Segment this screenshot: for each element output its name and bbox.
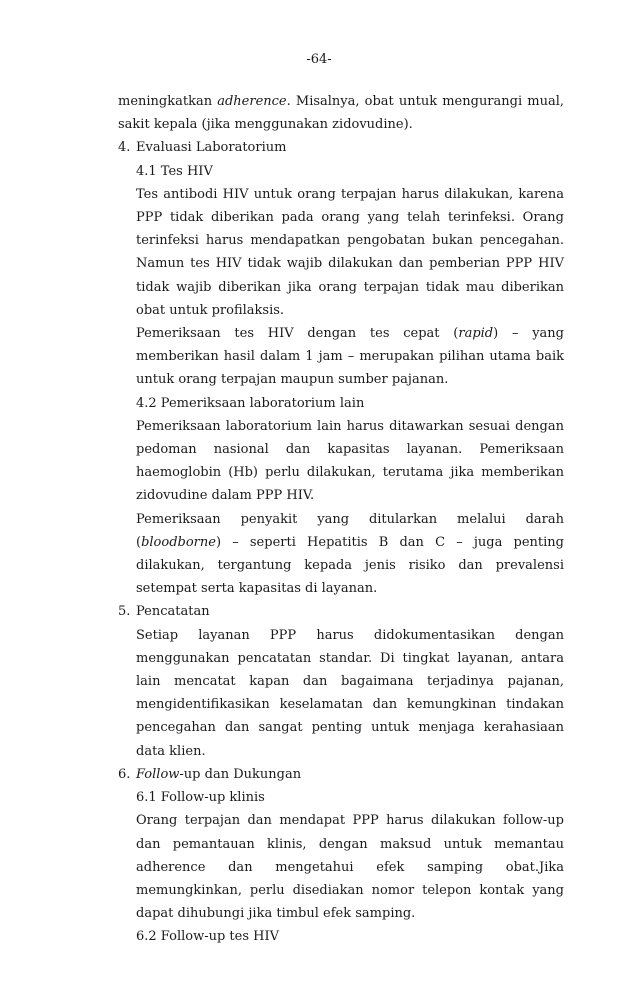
text-b: ) – yang memberikan hasil dalam 1 jam – merupakan pilihan utama baik untuk orang terpajan maupun sumber pajanan. xyxy=(136,326,564,388)
emphasis: rapid xyxy=(458,326,494,342)
subsection-4-2-paragraph-1: Pemeriksaan laboratorium lain harus ditawarkan sesuai dengan pedoman nasional dan kapasitas layanan. Pemeriksaan haemoglobin (Hb) perlu dilakukan, terutama jika memberikan zidovudine dalam PPP HIV. xyxy=(136,418,564,504)
subsection-4-1-heading: 4.1 Tes HIV xyxy=(136,163,213,179)
section-5-heading xyxy=(118,600,564,623)
intro-text-a: meningkatkan xyxy=(118,94,218,109)
section-4-title: Evaluasi Laboratorium xyxy=(136,140,287,156)
subsection-6-2-heading: 6.2 Follow-up tes HIV xyxy=(136,929,280,945)
section-6-title-emphasis: Follow xyxy=(136,766,180,782)
text-a: Pemeriksaan penyakit yang ditularkan melalui darah ( xyxy=(136,511,564,550)
subsection-4-1-paragraph-2 xyxy=(136,322,564,392)
section-5-paragraph: Setiap layanan PPP harus didokumentasikan dengan menggunakan pencatatan standar. Di tingkat layanan, antara lain mencatat kapan dan bagaimana terjadinya pajanan, mengidentifikasikan keselamatan dan kemungkinan tindakan pencegahan dan sangat penting untuk menjaga kerahasiaan data klien. xyxy=(136,627,564,759)
section-6-title: -up dan Dukungan xyxy=(179,766,302,782)
emphasis: bloodborne xyxy=(141,534,216,550)
section-6-heading xyxy=(118,763,564,786)
subsection-6-1-heading: 6.1 Follow-up klinis xyxy=(136,790,265,806)
page-body xyxy=(118,90,564,949)
intro-text-b: . Misalnya, obat untuk mengurangi mual, sakit kepala (jika menggunakan zidovudine). xyxy=(118,94,564,133)
section-4-number: 4. xyxy=(118,140,131,156)
intro-emphasis: adherence xyxy=(217,94,287,109)
section-5-number: 5. xyxy=(118,604,131,620)
intro-paragraph xyxy=(118,90,564,136)
section-6-number: 6. xyxy=(118,766,131,782)
section-4-heading xyxy=(118,136,564,159)
section-5-title: Pencatatan xyxy=(136,604,210,620)
text-b: ) – seperti Hepatitis B dan C – juga penting dilakukan, tergantung kepada jenis risiko dan prevalensi setempat serta kapasitas di layanan. xyxy=(136,534,564,597)
subsection-4-2-heading: 4.2 Pemeriksaan laboratorium lain xyxy=(136,395,365,411)
text-a: Pemeriksaan tes HIV dengan tes cepat ( xyxy=(136,326,459,342)
subsection-6-1-paragraph: Orang terpajan dan mendapat PPP harus dilakukan follow-up dan pemantauan klinis, dengan maksud untuk memantau adherence dan mengetahui efek samping obat.Jika memungkinkan, perlu disediakan nomor telepon kontak yang dapat dihubungi jika timbul efek samping. xyxy=(136,813,564,922)
subsection-4-2-paragraph-2 xyxy=(136,508,564,601)
page-number: -64- xyxy=(306,52,332,67)
subsection-4-1-paragraph-1: Tes antibodi HIV untuk orang terpajan harus dilakukan, karena PPP tidak diberikan pada orang yang telah terinfeksi. Orang terinfeksi harus mendapatkan pengobatan bukan pencegahan. Namun tes HIV tidak wajib dilakukan dan pemberian PPP HIV tidak wajib diberikan jika orang terpajan tidak mau diberikan obat untuk profilaksis. xyxy=(136,186,564,318)
